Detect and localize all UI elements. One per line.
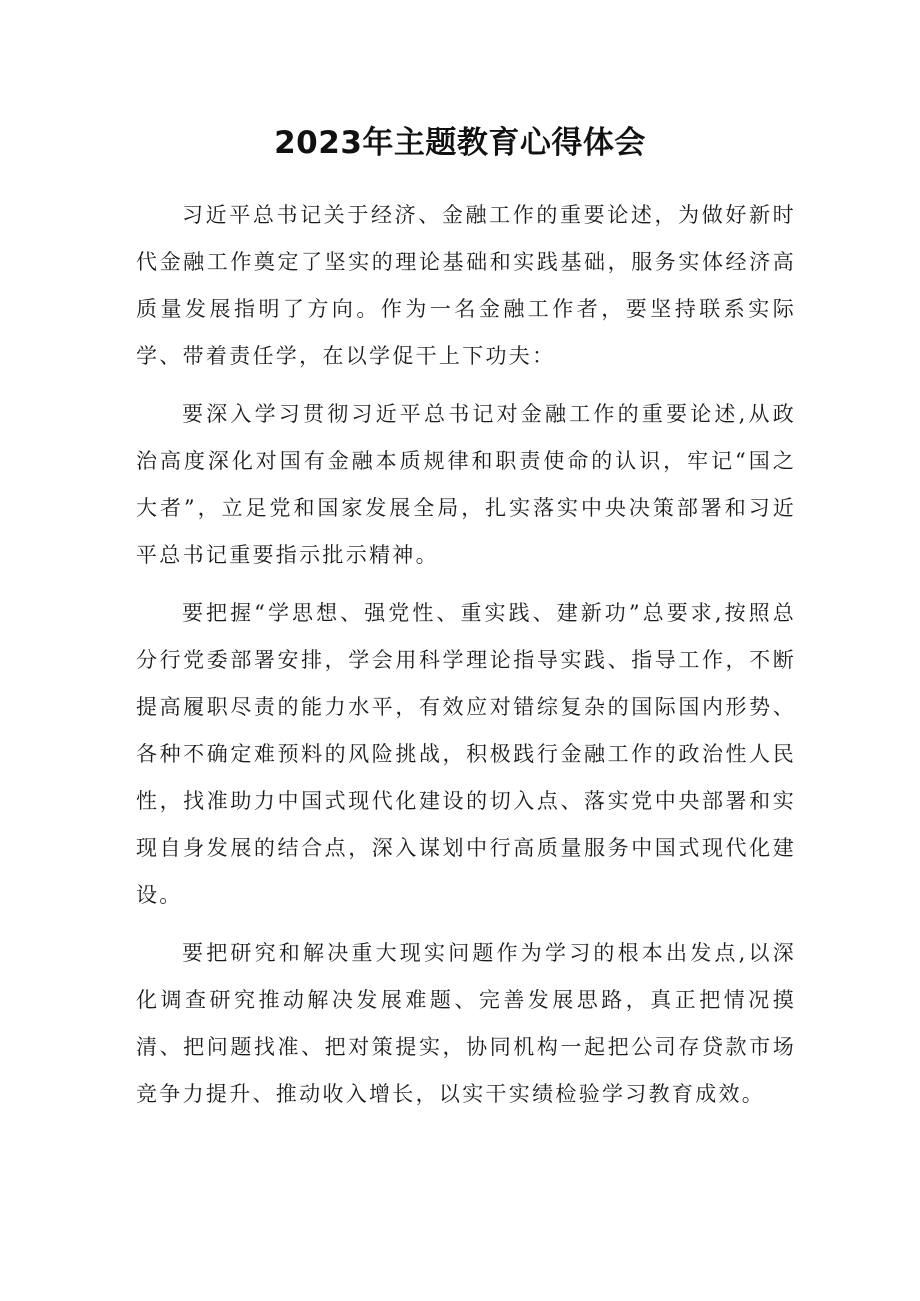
paragraph-3: 要把握“学思想、强党性、重实践、建新功”总要求,按照总分行党委部署安排，学会用科学理论指导实践、指导工作，不断提高履职尽责的能力水平，有效应对错综复杂的国际国内形势、各种不确定难预料的风险挑战，积极践行金融工作的政治性人民性，找准助力中国式现代化建设的切入点、落实党中央部署和实现自身发展的结合点，深入谋划中行高质量服务中国式现代化建设。 bbox=[136, 601, 796, 907]
document-body bbox=[136, 192, 796, 1129]
document-title: 2023年主题教育心得体会 bbox=[274, 124, 646, 161]
paragraph-2: 要深入学习贯彻习近平总书记对金融工作的重要论述,从政治高度深化对国有金融本质规律和职责使命的认识，牢记“国之大者”，立足党和国家发展全局，扎实落实中央决策部署和习近平总书记重要指示批示精神。 bbox=[136, 402, 796, 567]
paragraph-1: 习近平总书记关于经济、金融工作的重要论述，为做好新时代金融工作奠定了坚实的理论基础和实践基础，服务实体经济高质量发展指明了方向。作为一名金融工作者，要坚持联系实际学、带着责任学，在以学促干上下功夫： bbox=[136, 203, 796, 368]
paragraph-4: 要把研究和解决重大现实问题作为学习的根本出发点,以深化调查研究推动解决发展难题、完善发展思路，真正把情况摸清、把问题找准、把对策提实，协同机构一起把公司存贷款市场竞争力提升、推动收入增长，以实干实绩检验学习教育成效。 bbox=[136, 941, 796, 1106]
